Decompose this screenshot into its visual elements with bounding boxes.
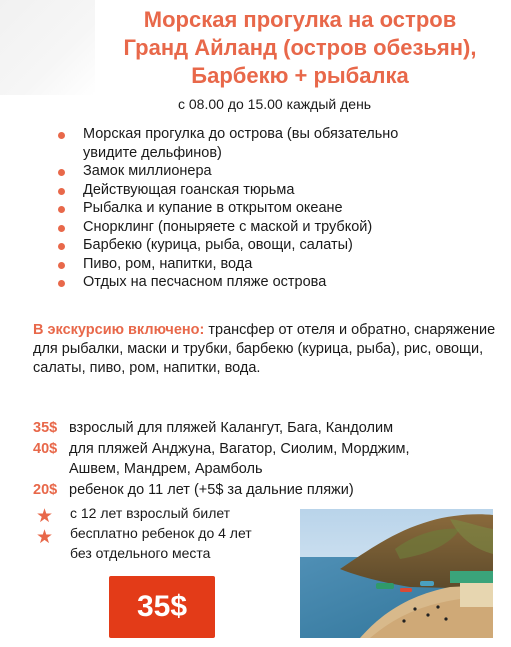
- title-line-2: Гранд Айланд (остров обезьян),: [123, 35, 477, 60]
- schedule-text: с 08.00 до 15.00 каждый день: [178, 96, 372, 112]
- included-lead: В экскурсию включено:: [33, 322, 205, 338]
- bullet-dot-icon: [58, 243, 65, 250]
- included-text: трансфер от отеля и обратно, снаряжение для рыбалки, маски и трубки, барбекю (курица, рыба), рис, овощи, салаты, пиво, ром, напитки, вода.: [33, 322, 496, 376]
- price-row-adult: [33, 418, 410, 439]
- title-line-1: Морская прогулка на остров: [143, 7, 457, 32]
- star-markers: [36, 506, 56, 548]
- price-description: для пляжей Анджуна, Вагатор, Сиолим, Морджим,: [69, 440, 410, 457]
- bullet-dot-icon: [58, 225, 65, 232]
- features-list: [55, 125, 398, 292]
- list-item: Рыбалка и купание в открытом океане: [55, 199, 398, 218]
- list-item: Замок миллионера: [55, 162, 398, 181]
- list-item: Действующая гоанская тюрьма: [55, 181, 398, 200]
- price-description: ребенок до 11 лет (+5$ за дальние пляжи): [69, 481, 354, 498]
- price-amount: 20$: [33, 481, 58, 498]
- star-icon: ★: [36, 527, 54, 548]
- price-amount: 35$: [33, 420, 58, 436]
- price-row-far-beaches: [33, 439, 410, 480]
- price-row-child: [33, 480, 410, 501]
- bullet-dot-icon: [58, 188, 65, 195]
- title-line-3: Барбекю + рыбалка: [191, 63, 409, 88]
- list-item: Барбекю (курица, рыба, овощи, салаты): [55, 236, 398, 255]
- list-item: Снорклинг (поныряете с маской и трубкой): [55, 218, 398, 237]
- note-line: бесплатно ребенок до 4 лет: [70, 525, 252, 541]
- bullet-dot-icon: [58, 132, 65, 139]
- included-section: [33, 321, 503, 378]
- list-item: Отдых на песчасном пляже острова: [55, 273, 398, 292]
- star-icon: ★: [36, 506, 54, 527]
- price-description: взрослый для пляжей Калангут, Бага, Кандолим: [69, 420, 394, 436]
- bullet-dot-icon: [58, 206, 65, 213]
- price-description-cont: Ашвем, Мандрем, Арамболь: [69, 461, 263, 477]
- list-item: Пиво, ром, напитки, вода: [55, 255, 398, 274]
- page-title: [95, 6, 505, 90]
- note-line: без отдельного места: [70, 545, 211, 561]
- price-badge: 35$: [109, 576, 215, 638]
- note-line: с 12 лет взрослый билет: [70, 505, 231, 521]
- price-list: [33, 418, 410, 500]
- beach-photo: [300, 509, 493, 638]
- list-item: Морская прогулка до острова (вы обязательно увидите дельфинов): [55, 125, 398, 162]
- bullet-dot-icon: [58, 169, 65, 176]
- beach-photo-image: [300, 509, 493, 638]
- price-amount: 40$: [33, 440, 58, 457]
- bullet-dot-icon: [58, 280, 65, 287]
- corner-shade: [0, 0, 95, 95]
- ticket-notes: [70, 503, 252, 563]
- bullet-dot-icon: [58, 262, 65, 269]
